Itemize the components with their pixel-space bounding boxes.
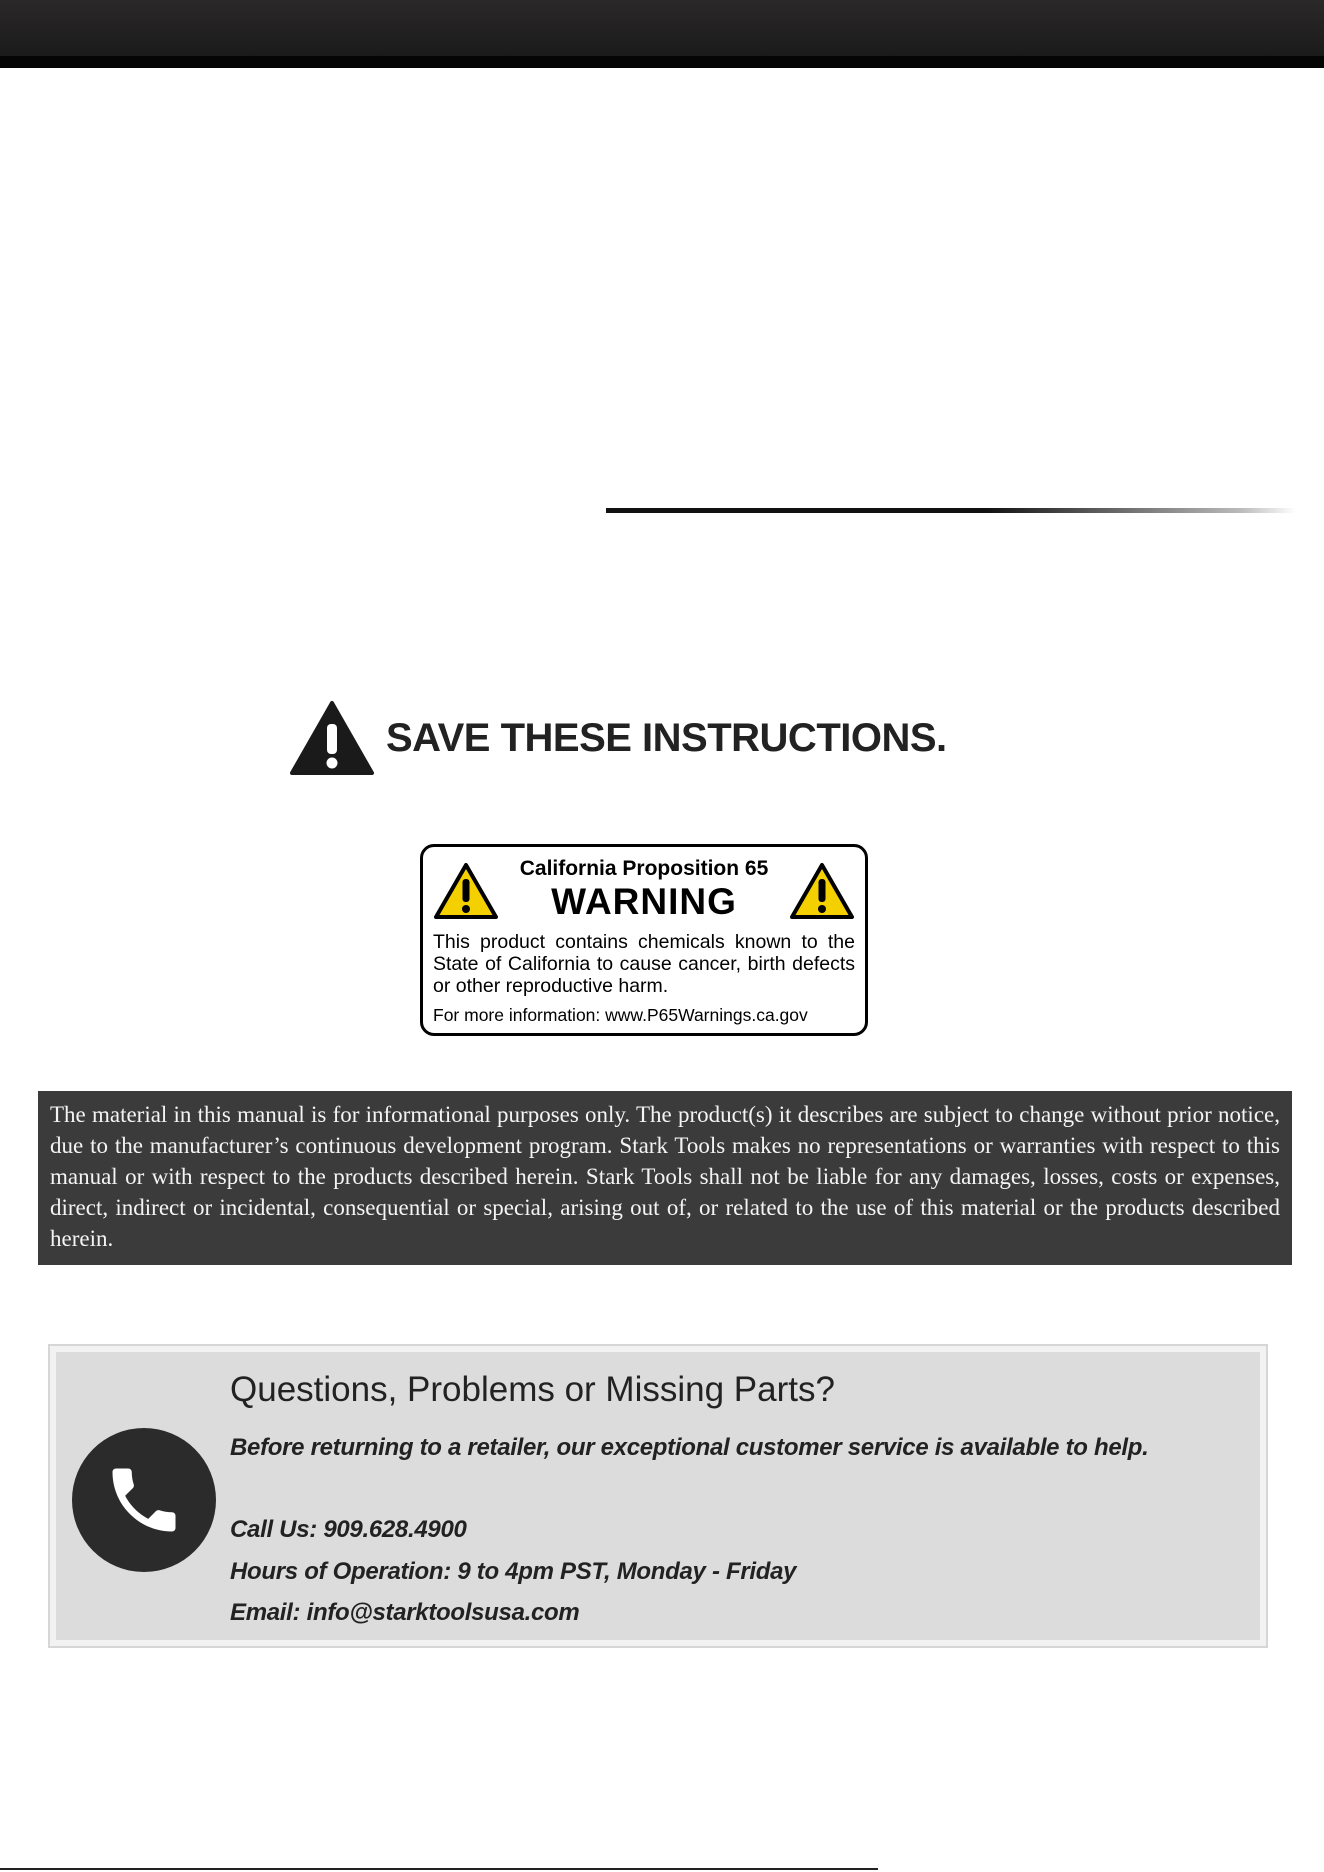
save-instructions-text: SAVE THESE INSTRUCTIONS. [386, 715, 947, 760]
header-bar-edge [0, 56, 1324, 68]
contact-title: Questions, Problems or Missing Parts? [230, 1370, 835, 1409]
section-divider [606, 508, 1296, 513]
phone-icon [72, 1428, 216, 1572]
prop65-title: California Proposition 65 [519, 857, 769, 880]
customer-service-box [48, 1344, 1268, 1648]
prop65-warning-label [420, 844, 868, 1036]
customer-service-panel [56, 1352, 1260, 1640]
contact-subtitle: Before returning to a retailer, our exceptional customer service is available to help. [230, 1434, 1149, 1461]
save-instructions-banner [290, 700, 947, 776]
prop65-more-info: For more information: www.P65Warnings.ca.gov [433, 1005, 808, 1025]
contact-email: Email: info@starktoolsusa.com [230, 1599, 580, 1626]
warning-triangle-icon [290, 700, 374, 776]
prop65-warning-heading: WARNING [551, 881, 737, 922]
footer-rule [0, 1868, 878, 1870]
contact-hours: Hours of Operation: 9 to 4pm PST, Monday - Friday [230, 1558, 797, 1585]
prop65-body-text: This product contains chemicals known to the State of California to cause cancer, birth defects or other reproductive harm. [433, 931, 855, 997]
contact-phone: Call Us: 909.628.4900 [230, 1516, 467, 1543]
disclaimer-box: The material in this manual is for informational purposes only. The product(s) it describes are subject to change without prior notice, due to the manufacturer’s continuous development program. Stark Tools makes no representations or warranties with respect to this manual or with respect to the products described herein. Stark Tools shall not be liable for any damages, losses, costs or expenses, direct, indirect or incidental, consequential or special, arising out of, or related to the use of this material or the products described herein. [38, 1091, 1292, 1265]
